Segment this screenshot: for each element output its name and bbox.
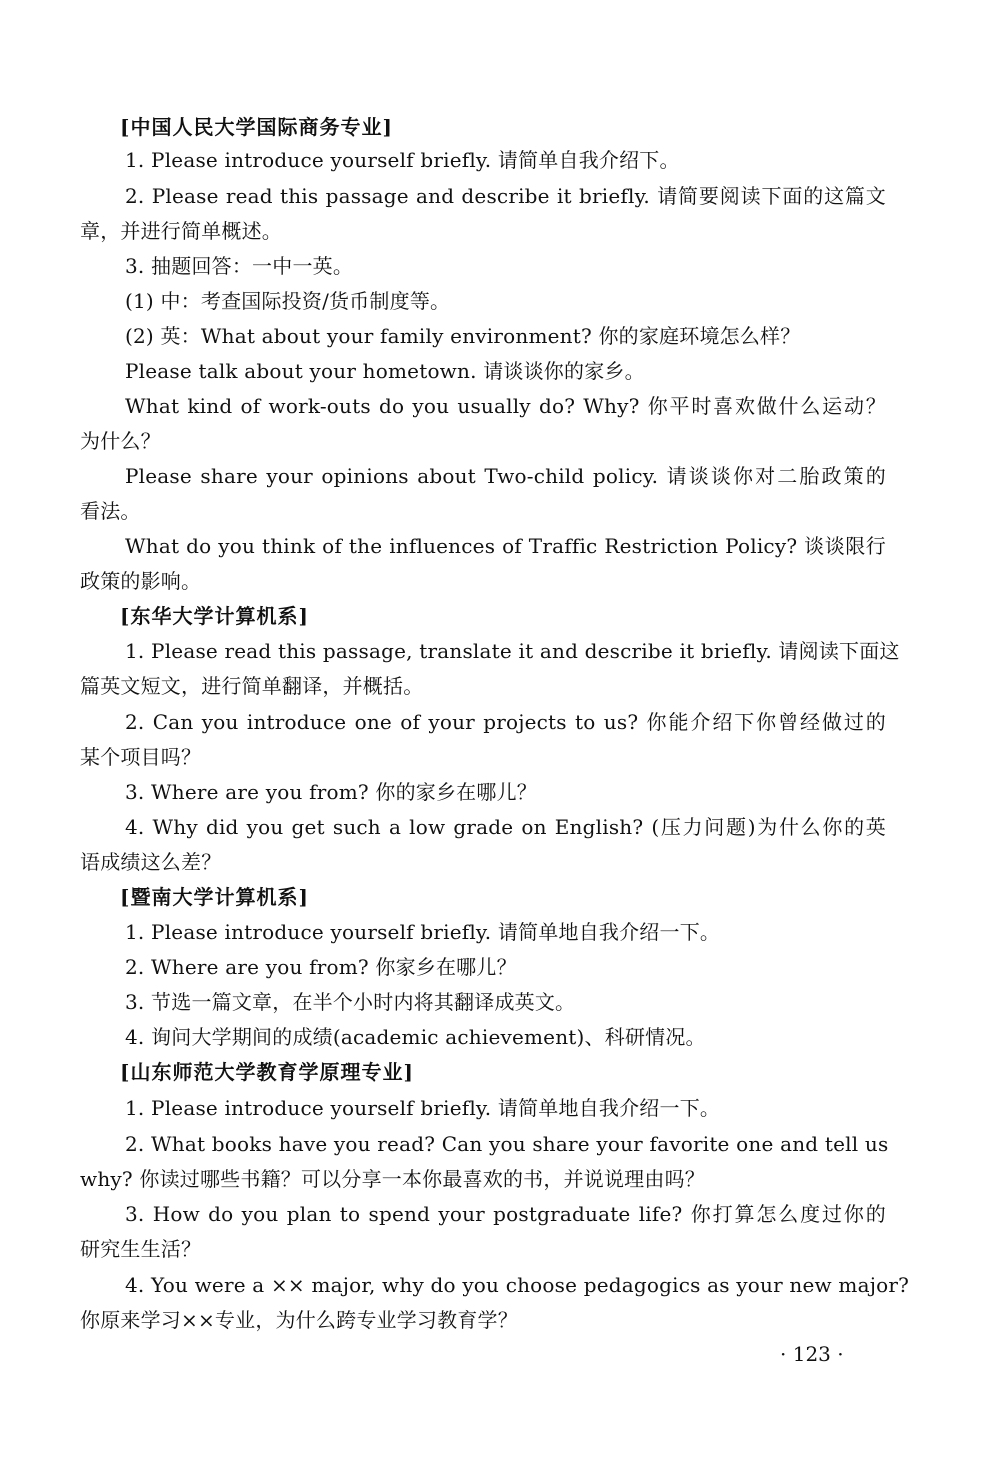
text-line: 2. Please read this passage and describe it briefly. 请简要阅读下面的这篇文 <box>125 184 886 208</box>
text-line: 某个项目吗？ <box>80 745 202 769</box>
text-line: 你原来学习××专业，为什么跨专业学习教育学？ <box>80 1308 518 1332</box>
text-line: What do you think of the influences of Traffic Restriction Policy? 谈谈限行 <box>125 534 886 558</box>
text-line: 看法。 <box>80 499 141 523</box>
text-line: 4. You were a ×× major, why do you choose pedagogics as your new major? <box>125 1273 910 1297</box>
text-line: 3. 抽题回答：一中一英。 <box>125 254 354 278</box>
text-line: 3. 节选一篇文章，在半个小时内将其翻译成英文。 <box>125 990 576 1014</box>
text-line: (1) 中：考查国际投资/货币制度等。 <box>125 289 451 313</box>
text-line: 为什么？ <box>80 429 161 453</box>
text-line: 2. Can you introduce one of your projects to us? 你能介绍下你曾经做过的 <box>125 710 886 734</box>
text-line: 1. Please read this passage, translate it and describe it briefly. 请阅读下面这 <box>125 639 900 663</box>
text-line: 政策的影响。 <box>80 569 202 593</box>
text-line: 研究生生活？ <box>80 1237 202 1261</box>
text-line: 1. Please introduce yourself briefly. 请简单地自我介绍一下。 <box>125 920 721 944</box>
text-line: 章，并进行简单概述。 <box>80 219 282 243</box>
text-line: 1. Please introduce yourself briefly. 请简单自我介绍下。 <box>125 148 680 172</box>
text-line: 语成绩这么差？ <box>80 850 222 874</box>
text-line: 4. 询问大学期间的成绩(academic achievement)、科研情况。 <box>125 1025 706 1049</box>
text-line: 篇英文短文，进行简单翻译，并概括。 <box>80 674 424 698</box>
text-line: why? 你读过哪些书籍？可以分享一本你最喜欢的书，并说说理由吗？ <box>80 1167 705 1191</box>
text-line: 3. Where are you from? 你的家乡在哪儿？ <box>125 780 537 804</box>
text-line: 1. Please introduce yourself briefly. 请简单地自我介绍一下。 <box>125 1096 721 1120</box>
page-number: · 123 · <box>780 1342 844 1366</box>
section-heading: [暨南大学计算机系] <box>120 885 309 909</box>
text-line: 2. Where are you from? 你家乡在哪儿？ <box>125 955 517 979</box>
text-line: 2. What books have you read? Can you share your favorite one and tell us <box>125 1132 889 1156</box>
text-line: 3. How do you plan to spend your postgraduate life? 你打算怎么度过你的 <box>125 1202 886 1226</box>
text-line: (2) 英：What about your family environment? 你的家庭环境怎么样？ <box>125 324 801 348</box>
text-line: What kind of work-outs do you usually do? Why? 你平时喜欢做什么运动？ <box>125 394 886 418</box>
section-heading: [中国人民大学国际商务专业] <box>120 115 393 139</box>
section-heading: [山东师范大学教育学原理专业] <box>120 1060 414 1084</box>
text-line: Please share your opinions about Two-child policy. 请谈谈你对二胎政策的 <box>125 464 886 488</box>
section-heading: [东华大学计算机系] <box>120 604 309 628</box>
text-line: Please talk about your hometown. 请谈谈你的家乡。 <box>125 359 645 383</box>
text-line: 4. Why did you get such a low grade on English? (压力问题)为什么你的英 <box>125 815 886 839</box>
